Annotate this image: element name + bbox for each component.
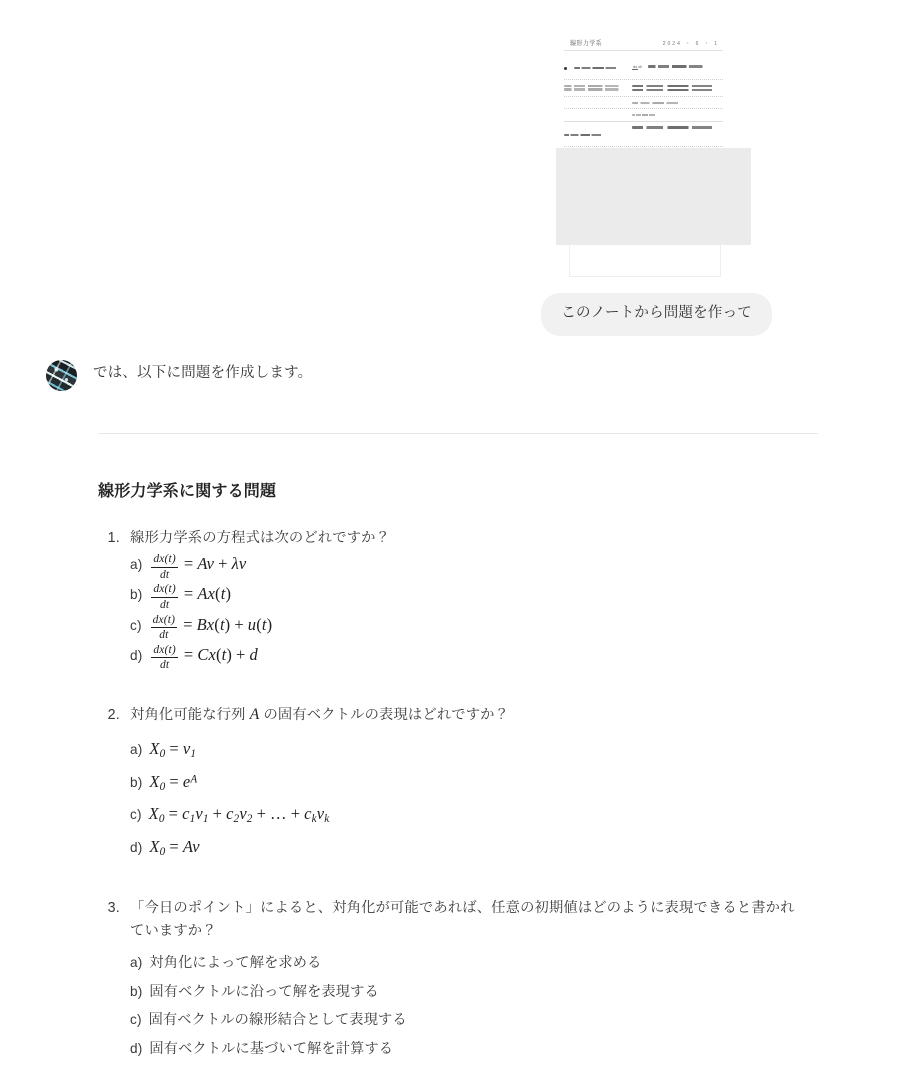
note-divider bbox=[564, 79, 723, 80]
note-row bbox=[564, 112, 723, 117]
question-text bbox=[130, 702, 858, 727]
question-item bbox=[124, 897, 858, 1063]
question-list bbox=[98, 527, 858, 1063]
option-math: $X_0 = e^A$ bbox=[149, 771, 198, 793]
option-item[interactable] bbox=[130, 766, 858, 798]
note-divider bbox=[564, 146, 723, 147]
assistant-intro-text: では、以下に問題を作成します。 bbox=[93, 365, 313, 381]
note-divider bbox=[564, 96, 723, 97]
note-divider bbox=[564, 121, 723, 122]
option-list bbox=[130, 551, 858, 672]
note-header bbox=[564, 36, 723, 51]
question-text-part-b: の固有ベクトルの表現はどれですか？ bbox=[263, 707, 510, 724]
fraction-denominator: dt bbox=[160, 598, 170, 611]
option-math: $X_0 = v_1$ bbox=[149, 739, 197, 761]
section-divider bbox=[98, 433, 818, 434]
note-date: 2024 ・ 6 ・ 1 bbox=[662, 41, 719, 47]
attachment-loading-placeholder bbox=[556, 148, 751, 245]
note-row-equation bbox=[632, 125, 723, 131]
fraction-glyph: dxdt bbox=[633, 63, 642, 69]
question-text-part-a: 対角化可能な行列 bbox=[130, 707, 246, 724]
note-row bbox=[564, 125, 723, 143]
option-label: b) bbox=[130, 983, 143, 999]
assistant-avatar bbox=[46, 360, 77, 391]
note-row bbox=[564, 58, 723, 76]
option-math: $\frac{dx(t)}{dt}$ = Cx(t) + d bbox=[153, 643, 258, 672]
option-label: d) bbox=[130, 647, 143, 663]
option-math: $X_0 = c_1v_1 + c_2v_2$ + … + $c_kv_k$ bbox=[148, 804, 330, 826]
option-text: 固有ベクトルに基づいて解を計算する bbox=[149, 1040, 394, 1057]
note-row-label bbox=[564, 125, 626, 143]
handwriting-mark bbox=[574, 67, 622, 70]
option-label: a) bbox=[130, 955, 143, 971]
option-text: 固有ベクトルの線形結合として表現する bbox=[148, 1012, 407, 1029]
option-item[interactable] bbox=[130, 733, 858, 765]
option-math: $\frac{dx(t)}{dt}$ = Ax(t) bbox=[153, 583, 232, 611]
assistant-answer-body bbox=[98, 478, 858, 1089]
attachment-page-edge bbox=[569, 245, 721, 277]
note-body bbox=[564, 58, 723, 148]
note-row-label bbox=[564, 83, 626, 92]
bullet-icon bbox=[564, 67, 567, 70]
answer-heading: 線形力学系に関する問題 bbox=[98, 483, 277, 500]
option-list bbox=[130, 949, 858, 1063]
option-item[interactable] bbox=[130, 798, 858, 830]
option-label: d) bbox=[130, 1040, 143, 1056]
option-item[interactable] bbox=[130, 581, 858, 611]
option-label: b) bbox=[130, 587, 143, 603]
option-label: a) bbox=[130, 742, 143, 758]
option-item[interactable] bbox=[130, 949, 858, 977]
handwriting-mark bbox=[632, 89, 723, 92]
question-item bbox=[124, 527, 858, 672]
fraction-numerator: dx(t) bbox=[151, 614, 177, 629]
question-text: 3. 「今日のポイント」によると、対角化が可能であれば、任意の初期値はどのように表現できると書かれていますか？ bbox=[130, 900, 795, 940]
option-item[interactable] bbox=[130, 1006, 858, 1034]
handwriting-mark bbox=[632, 114, 658, 116]
handwriting-mark bbox=[564, 134, 606, 137]
user-message-bubble: このノートから問題を作って bbox=[541, 293, 772, 336]
user-message-turn bbox=[0, 30, 916, 336]
fraction-numerator: dx(t) bbox=[151, 553, 177, 568]
option-label: a) bbox=[130, 557, 143, 573]
handwriting-mark bbox=[648, 65, 710, 68]
note-row bbox=[564, 100, 723, 105]
fraction-numerator: dx(t) bbox=[151, 583, 177, 598]
handwriting-mark bbox=[632, 102, 684, 104]
question-text: 1. 線形力学系の方程式は次のどれですか？ bbox=[130, 530, 391, 546]
note-row-label bbox=[564, 58, 626, 76]
option-item[interactable] bbox=[130, 612, 858, 642]
question-inline-math: A bbox=[249, 706, 260, 724]
handwriting-mark bbox=[564, 88, 626, 90]
question-item bbox=[124, 702, 858, 863]
option-label: b) bbox=[130, 774, 143, 790]
fraction-numerator: dx(t) bbox=[151, 644, 177, 659]
attachment-preview[interactable] bbox=[556, 30, 772, 277]
option-list bbox=[130, 733, 858, 863]
option-item[interactable] bbox=[130, 831, 858, 863]
option-item[interactable] bbox=[130, 978, 858, 1006]
option-label: c) bbox=[130, 617, 142, 633]
handwriting-mark bbox=[632, 85, 723, 88]
fraction-denominator: dt bbox=[159, 629, 169, 642]
note-divider bbox=[564, 108, 723, 109]
option-math: $X_0 = Av$ bbox=[149, 836, 200, 858]
option-label: c) bbox=[130, 807, 142, 823]
option-item[interactable] bbox=[130, 642, 858, 672]
option-label: c) bbox=[130, 1012, 142, 1028]
option-item[interactable] bbox=[130, 1035, 858, 1063]
note-row bbox=[564, 83, 723, 93]
option-label: d) bbox=[130, 839, 143, 855]
note-row-equation bbox=[632, 58, 723, 76]
handwriting-mark bbox=[632, 126, 723, 129]
option-text: 固有ベクトルに沿って解を表現する bbox=[149, 983, 379, 1000]
fraction-denominator: dt bbox=[160, 568, 170, 581]
fraction-denominator: dt bbox=[160, 659, 170, 672]
note-row-equation bbox=[632, 83, 723, 93]
assistant-intro-turn bbox=[46, 358, 846, 391]
note-title: 線形力学系 bbox=[570, 40, 603, 48]
note-row-equation bbox=[632, 100, 723, 105]
option-text: 対角化によって解を求める bbox=[149, 955, 322, 972]
handwritten-note-thumbnail[interactable] bbox=[556, 30, 731, 148]
note-row-equation bbox=[632, 112, 723, 117]
option-math: $\frac{dx(t)}{dt}$ = Av + λv bbox=[153, 553, 247, 581]
option-math: $\frac{dx(t)}{dt}$ = Bx(t) + u(t) bbox=[152, 613, 273, 642]
handwriting-mark bbox=[564, 85, 626, 87]
option-item[interactable] bbox=[130, 551, 858, 581]
